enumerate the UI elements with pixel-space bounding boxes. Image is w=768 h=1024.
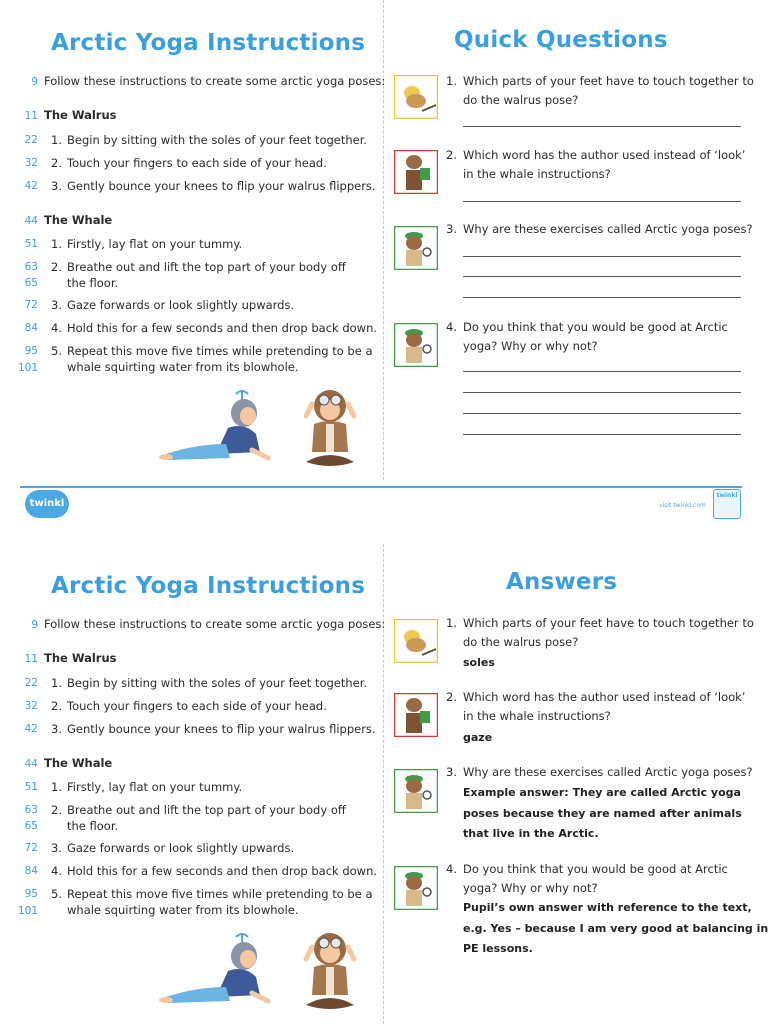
answers-title: Answers	[506, 569, 618, 595]
page-title: Arctic Yoga Instructions	[51, 30, 366, 56]
reading-walrus-thumbnail-icon	[394, 150, 438, 194]
line-number: 84	[24, 865, 38, 877]
line-number: 65	[24, 277, 38, 289]
line-number: 42	[24, 723, 38, 735]
line-number: 101	[17, 362, 38, 374]
walrus-step: 3. Gently bounce your knees to flip your walrus flippers.	[51, 722, 376, 736]
question-item: 2. Which word has the author used instead of ‘look’ in the whale instructions?	[446, 148, 746, 181]
line-number: 65	[24, 820, 38, 832]
visit-link[interactable]: visit twinkl.com	[659, 502, 706, 509]
fold-line	[383, 0, 384, 480]
line-number: 32	[24, 700, 38, 712]
line-number: 95	[24, 345, 38, 357]
line-number: 51	[24, 781, 38, 793]
whale-step: 1. Firstly, lay flat on your tummy.	[51, 780, 243, 794]
whale-step: 2. Breathe out and lift the top part of your body off the floor.	[51, 260, 346, 290]
answer-text: gaze	[463, 731, 493, 744]
explorer-walrus-thumbnail-icon	[394, 323, 438, 367]
whale-pose-illustration	[156, 931, 282, 1007]
walrus-step: 1. Begin by sitting with the soles of your feet together.	[51, 676, 368, 690]
answer-line[interactable]	[463, 413, 741, 414]
answer-line[interactable]	[463, 297, 741, 298]
line-number: 22	[24, 134, 38, 146]
line-number: 95	[24, 888, 38, 900]
question-item: 1. Which parts of your feet have to touch together to do the walrus pose?	[446, 74, 754, 107]
line-number: 11	[24, 653, 38, 665]
whale-step: 4. Hold this for a few seconds and then drop back down.	[51, 321, 378, 335]
quality-badge: twinkl	[713, 489, 741, 519]
walrus-step: 1. Begin by sitting with the soles of your feet together.	[51, 133, 368, 147]
section-heading-whale: The Whale	[44, 756, 113, 770]
section-heading-whale: The Whale	[44, 213, 113, 227]
line-number: 101	[17, 905, 38, 917]
questions-title: Quick Questions	[454, 27, 668, 53]
page-title: Arctic Yoga Instructions	[51, 573, 366, 599]
answer-question-item: 2. Which word has the author used instead of ‘look’ in the whale instructions?	[446, 690, 746, 723]
line-number: 63	[24, 261, 38, 273]
answer-line[interactable]	[463, 392, 741, 393]
twinkl-logo[interactable]: twinkl	[25, 490, 69, 518]
answer-question-item: 1. Which parts of your feet have to touch together to do the walrus pose?	[446, 616, 754, 649]
walrus-thumbnail-icon	[394, 75, 438, 119]
answer-text: Pupil’s own answer with reference to the text, e.g. Yes – because I am very good at balancing in PE lessons.	[463, 901, 768, 955]
walrus-step: 2. Touch your fingers to each side of your head.	[51, 156, 327, 170]
whale-step: 5. Repeat this move five times while pretending to be a whale squirting water from its blowhole.	[51, 887, 373, 917]
line-number: 11	[24, 110, 38, 122]
answer-text: soles	[463, 656, 495, 669]
line-number: 72	[24, 299, 38, 311]
answer-line[interactable]	[463, 256, 741, 257]
answer-text: Example answer: They are called Arctic yoga poses because they are named after animals that live in the Arctic.	[463, 786, 742, 840]
line-number: 32	[24, 157, 38, 169]
reading-walrus-thumbnail-icon	[394, 693, 438, 737]
answer-line[interactable]	[463, 434, 741, 435]
line-number: 72	[24, 842, 38, 854]
line-number: 42	[24, 180, 38, 192]
answer-line[interactable]	[463, 126, 741, 127]
line-number: 9	[31, 619, 38, 631]
whale-step: 3. Gaze forwards or look slightly upwards.	[51, 298, 295, 312]
whale-step: 3. Gaze forwards or look slightly upwards.	[51, 841, 295, 855]
line-number: 44	[24, 215, 38, 227]
walrus-thumbnail-icon	[394, 619, 438, 663]
section-heading-walrus: The Walrus	[44, 651, 117, 665]
whale-step: 4. Hold this for a few seconds and then drop back down.	[51, 864, 378, 878]
walrus-pose-illustration	[300, 929, 360, 1017]
answer-question-item: 4. Do you think that you would be good at Arctic yoga? Why or why not?	[446, 862, 728, 895]
section-heading-walrus: The Walrus	[44, 108, 117, 122]
answer-question-item: 3. Why are these exercises called Arctic yoga poses?	[446, 765, 753, 779]
whale-pose-illustration	[156, 388, 282, 464]
whale-step: 5. Repeat this move five times while pretending to be a whale squirting water from its blowhole.	[51, 344, 373, 374]
question-item: 3. Why are these exercises called Arctic yoga poses?	[446, 222, 753, 236]
question-item: 4. Do you think that you would be good at Arctic yoga? Why or why not?	[446, 320, 728, 353]
line-number: 63	[24, 804, 38, 816]
line-number: 9	[31, 76, 38, 88]
explorer-walrus-thumbnail-icon	[394, 866, 438, 910]
walrus-step: 3. Gently bounce your knees to flip your walrus flippers.	[51, 179, 376, 193]
whale-step: 1. Firstly, lay flat on your tummy.	[51, 237, 243, 251]
line-number: 84	[24, 322, 38, 334]
walrus-pose-illustration	[300, 386, 360, 474]
explorer-walrus-thumbnail-icon	[394, 769, 438, 813]
line-number: 44	[24, 758, 38, 770]
intro-text: Follow these instructions to create some arctic yoga poses:	[44, 74, 386, 88]
line-number: 22	[24, 677, 38, 689]
answer-line[interactable]	[463, 201, 741, 202]
walrus-step: 2. Touch your fingers to each side of your head.	[51, 699, 327, 713]
explorer-walrus-thumbnail-icon	[394, 226, 438, 270]
answer-line[interactable]	[463, 371, 741, 372]
intro-text: Follow these instructions to create some arctic yoga poses:	[44, 617, 386, 631]
line-number: 51	[24, 238, 38, 250]
fold-line-lower	[383, 544, 384, 1024]
answer-line[interactable]	[463, 276, 741, 277]
page-divider	[20, 486, 742, 488]
whale-step: 2. Breathe out and lift the top part of your body off the floor.	[51, 803, 346, 833]
